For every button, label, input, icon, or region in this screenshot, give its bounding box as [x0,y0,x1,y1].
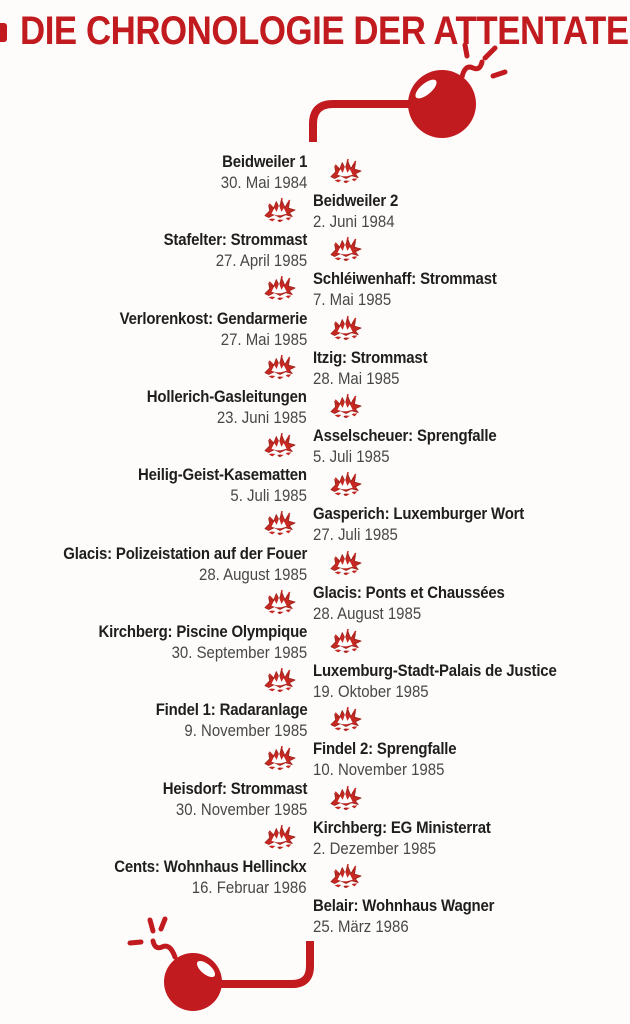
connector-line [313,104,410,142]
attack-name: Schléiwenhaff: Strommast [313,269,497,288]
attack-name: Verlorenkost: Gendarmerie [119,309,307,328]
attack-name: Kirchberg: Piscine Olympique [98,622,307,641]
timeline-entry [313,426,497,467]
attack-name: Findel 2: Sprengfalle [313,739,457,758]
timeline-entry [313,661,557,702]
explosion-icon [263,196,297,224]
spark-icon [130,919,165,943]
attack-name: Heisdorf: Strommast [162,779,307,798]
explosion-icon [329,549,363,577]
explosion-icon [329,784,363,812]
explosion-icon [263,509,297,537]
timeline-entry [313,583,505,624]
attack-date: 30. November 1985 [175,799,307,819]
timeline-entry [313,269,497,310]
attack-date: 28. Mai 1985 [313,368,400,388]
timeline-entry [163,230,307,271]
attack-name: Luxemburg-Stadt-Palais de Justice [313,661,557,680]
attack-date: 7. Mai 1985 [313,289,392,309]
bomb-icon [295,40,525,155]
attack-name: Belair: Wohnhaus Wagner [313,896,495,915]
timeline-entry [119,309,307,350]
timeline-entry [313,348,427,389]
attack-name: Asselscheuer: Sprengfalle [313,426,497,445]
timeline-entry [98,622,307,663]
timeline-entry [220,152,307,193]
timeline-entry [313,504,524,545]
connector-line [220,941,310,984]
bomb-icon [120,915,330,1020]
timeline-entry [313,818,491,859]
timeline-entry [313,739,456,780]
explosion-icon [263,353,297,381]
attack-date: 30. September 1985 [171,642,307,662]
timeline-entry [313,896,494,937]
attack-name: Glacis: Ponts et Chaussées [313,583,505,602]
attack-date: 28. August 1985 [313,603,422,623]
attack-date: 16. Februar 1986 [192,877,307,897]
attack-name: Cents: Wohnhaus Hellinckx [114,857,307,876]
explosion-icon [329,627,363,655]
explosion-icon [263,274,297,302]
timeline-entry [63,544,307,585]
attack-date: 2. Juni 1984 [313,211,395,231]
attack-date: 27. Juli 1985 [313,524,398,544]
explosion-icon [329,314,363,342]
fuse-icon [462,62,482,77]
attack-name: Hollerich-Gasleitungen [147,387,307,406]
fuse-icon [153,941,175,957]
timeline-entry [115,857,307,898]
timeline-entry [138,465,307,506]
explosion-icon [329,392,363,420]
timeline-entry [162,779,307,820]
attack-date: 30. Mai 1984 [220,172,307,192]
timeline-entry [313,191,398,232]
attack-name: Beidweiler 2 [313,191,399,210]
attack-name: Heilig-Geist-Kasematten [138,465,307,484]
explosion-icon [329,705,363,733]
cropped-letter-fragment [0,23,7,42]
explosion-icon [263,666,297,694]
attack-date: 9. November 1985 [183,720,307,740]
attack-name: Glacis: Polizeistation auf der Fouer [63,544,307,563]
attack-name: Itzig: Strommast [313,348,428,367]
attack-date: 23. Juni 1985 [217,407,307,427]
attack-date: 10. November 1985 [313,759,445,779]
attack-name: Stafelter: Strommast [163,230,307,249]
page-title: DIE CHRONOLOGIE DER ATTENTATE [20,9,629,53]
explosion-icon [329,862,363,890]
attack-date: 27. Mai 1985 [220,329,307,349]
timeline-entry [155,700,307,741]
attack-name: Findel 1: Radaranlage [155,700,307,719]
explosion-icon [263,431,297,459]
explosion-icon [329,235,363,263]
explosion-icon [329,470,363,498]
attack-date: 25. März 1986 [313,916,409,936]
attack-name: Beidweiler 1 [221,152,307,171]
timeline-entry [147,387,307,428]
attack-date: 2. Dezember 1985 [313,838,437,858]
attack-date: 5. Juli 1985 [230,485,307,505]
attack-name: Kirchberg: EG Ministerrat [313,818,491,837]
attack-date: 28. August 1985 [198,564,307,584]
attack-date: 5. Juli 1985 [313,446,390,466]
attack-date: 27. April 1985 [215,250,307,270]
explosion-icon [329,157,363,185]
explosion-icon [263,823,297,851]
attack-date: 19. Oktober 1985 [313,681,429,701]
spark-icon [465,45,505,76]
explosion-icon [263,744,297,772]
attack-name: Gasperich: Luxemburger Wort [313,504,525,523]
explosion-icon [263,588,297,616]
